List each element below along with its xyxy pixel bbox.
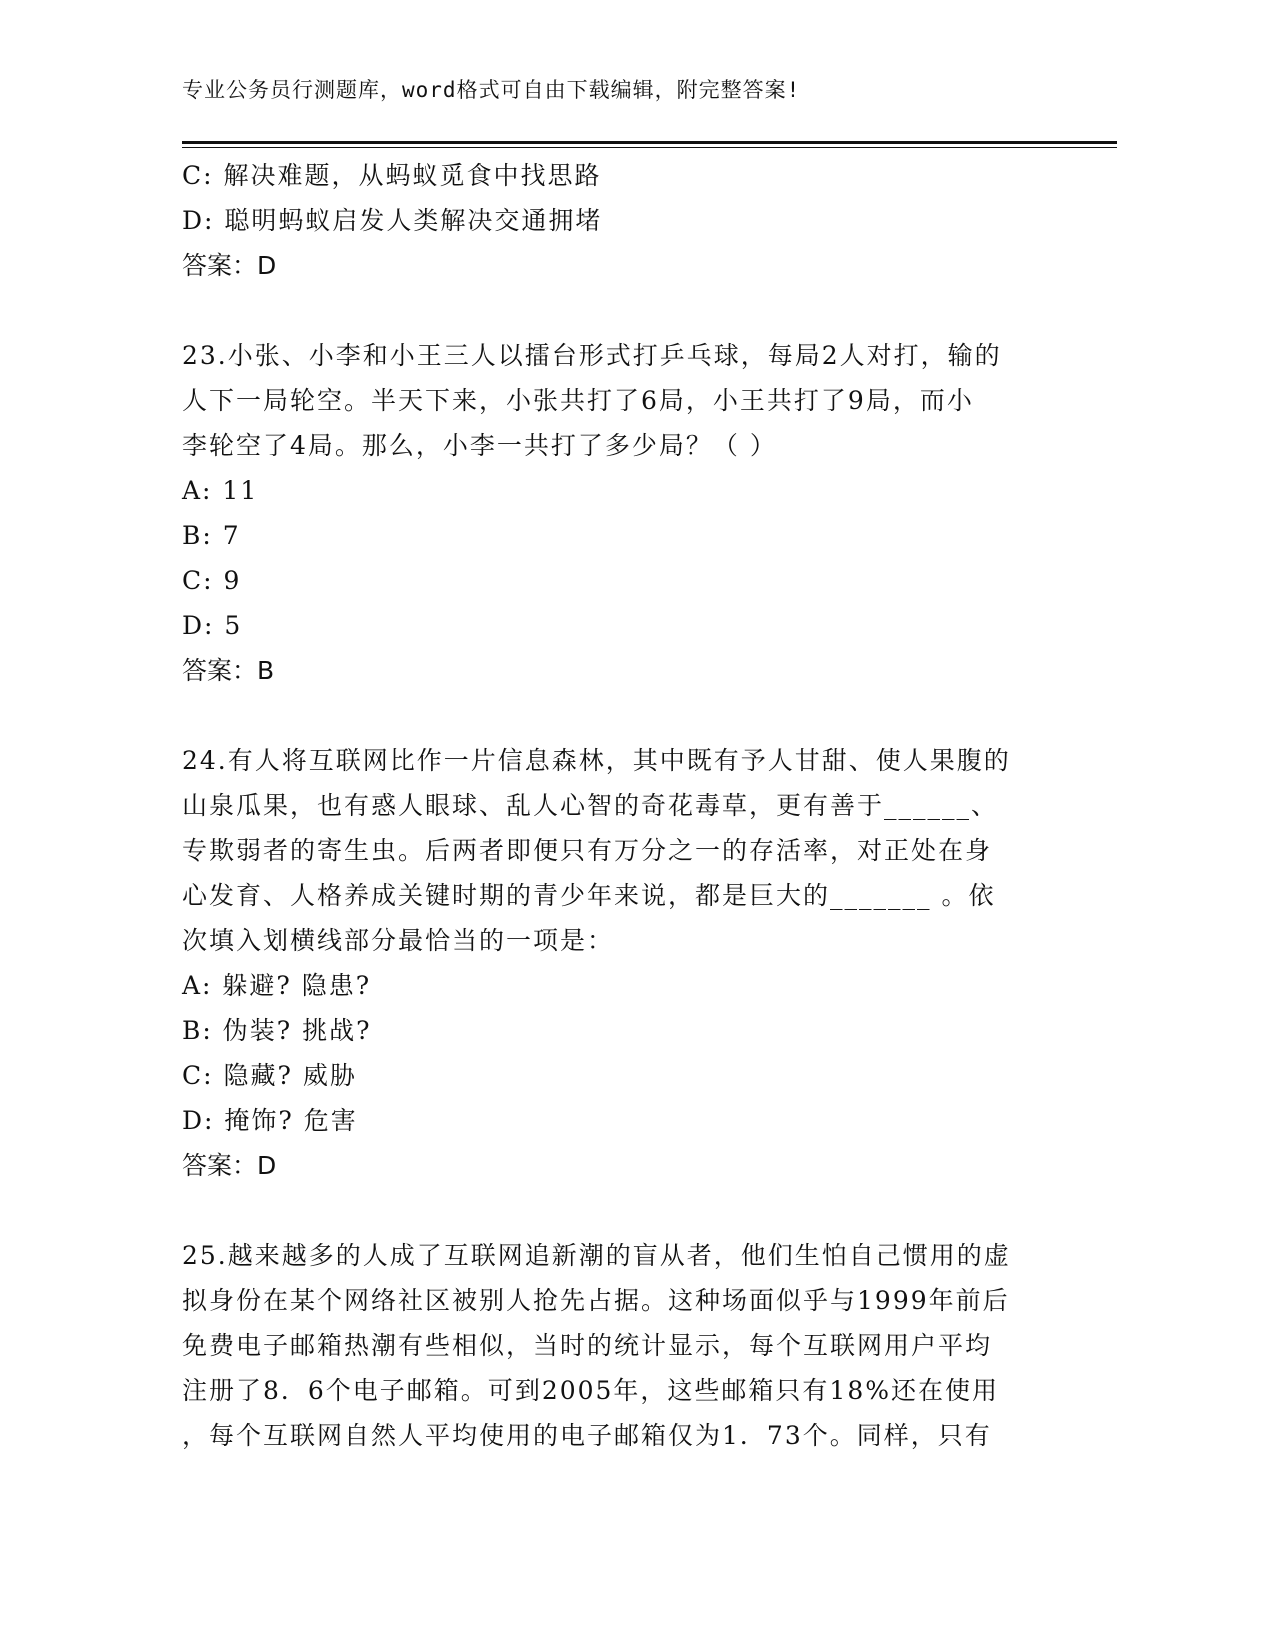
answer-line: 答案：D (182, 1151, 277, 1180)
option-c: C: 隐藏? 威胁 (182, 1061, 357, 1090)
question-stem-line: 山泉瓜果，也有惑人眼球、乱人心智的奇花毒草，更有善于______、 (182, 791, 999, 820)
question-22 (182, 153, 1082, 288)
spacer (182, 1188, 1082, 1233)
question-stem-line: ，每个互联网自然人平均使用的电子邮箱仅为1．73个。同样，只有 (182, 1421, 992, 1450)
question-stem-line: 心发育、人格养成关键时期的青少年来说，都是巨大的_______ 。依 (182, 881, 996, 910)
option-d: D: 5 (182, 611, 243, 640)
header-rule-thin (182, 147, 1117, 148)
question-stem-line: 专欺弱者的寄生虫。后两者即便只有万分之一的存活率，对正处在身 (182, 836, 993, 865)
question-stem-line: 人下一局轮空。半天下来，小张共打了6局，小王共打了9局，而小 (182, 386, 974, 415)
answer-line: 答案：D (182, 251, 277, 280)
answer-line: 答案：B (182, 656, 275, 685)
option-b: B: 7 (182, 521, 241, 550)
question-23 (182, 333, 1082, 693)
option-b: B: 伪装? 挑战? (182, 1016, 372, 1045)
question-stem-line: 25.越来越多的人成了互联网追新潮的盲从者，他们生怕自己惯用的虚 (182, 1241, 1011, 1270)
option-a: A: 11 (182, 476, 259, 505)
question-25 (182, 1233, 1082, 1458)
question-stem-line: 李轮空了4局。那么，小李一共打了多少局？（ ） (182, 431, 777, 460)
question-stem-line: 免费电子邮箱热潮有些相似，当时的统计显示，每个互联网用户平均 (182, 1331, 993, 1360)
option-a: A: 躲避? 隐患? (182, 971, 372, 1000)
option-c: C: 9 (182, 566, 242, 595)
page-header: 专业公务员行测题库，word格式可自由下载编辑，附完整答案! (182, 78, 801, 102)
option-d: D: 聪明蚂蚁启发人类解决交通拥堵 (182, 206, 603, 235)
question-stem-line: 次填入划横线部分最恰当的一项是： (182, 926, 615, 955)
option-d: D: 掩饰? 危害 (182, 1106, 358, 1135)
question-content (182, 153, 1082, 1458)
question-stem-line: 注册了8．6个电子邮箱。可到2005年，这些邮箱只有18%还在使用 (182, 1376, 1000, 1405)
question-stem-line: 23.小张、小李和小王三人以擂台形式打乒乓球，每局2人对打，输的 (182, 341, 1002, 370)
header-rule-thick (182, 141, 1117, 144)
spacer (182, 693, 1082, 738)
option-c: C: 解决难题，从蚂蚁觅食中找思路 (182, 161, 602, 190)
spacer (182, 288, 1082, 333)
question-stem-line: 拟身份在某个网络社区被别人抢先占据。这种场面似乎与1999年前后 (182, 1286, 1010, 1315)
question-stem-line: 24.有人将互联网比作一片信息森林，其中既有予人甘甜、使人果腹的 (182, 746, 1011, 775)
question-24 (182, 738, 1082, 1188)
